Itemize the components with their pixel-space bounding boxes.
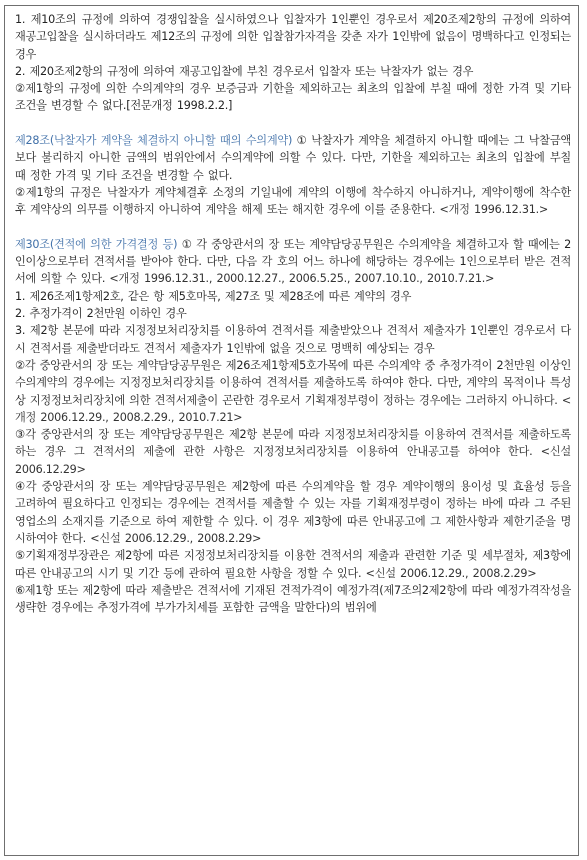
article-28-paragraph-2: ②제1항의 규정은 낙찰자가 계약체결후 소정의 기일내에 계약의 이행에 착수하지 아니하거나, 계약이행에 착수한 후 계약상의 의무를 이행하지 아니하여 계약을 해제 또는 해지한 경우에 이를 준용한다. <개정 1996.12.31.> (15, 185, 571, 217)
spacer (15, 115, 571, 132)
article-30-paragraph-5: ⑤기획재정부장관은 제2항에 따른 지정정보처리장치를 이용한 견적서의 제출과 관련한 기준 및 세부절차, 제3항에 따른 안내공고의 시기 및 기간 등에 관하여 필요한 사항을 정할 수 있다. <신설 2006.12.29., 2008.2.29> (15, 549, 571, 580)
article-28: 제28조(낙찰자가 계약을 체결하지 아니할 때의 수의계약) ① 낙찰자가 계약을 체결하지 아니할 때에는 그 낙찰금액보다 불리하지 아니한 금액의 범위안에서 수의계약에 의할 수 있다. 다만, 기한을 제외하고는 최초의 입찰에 부칠 때 정한 가격 및 기타 조건을 변경할 수 없다. (15, 134, 571, 182)
article-28-title: 제28조(낙찰자가 계약을 체결하지 아니할 때의 수의계약) (15, 134, 293, 148)
document-body (15, 11, 571, 616)
clause-1: 1. 제10조의 규정에 의하여 경쟁입찰을 실시하였으나 입찰자가 1인뿐인 경우로서 제20조제2항의 규정에 의하여 재공고입찰을 실시하더라도 제12조의 규정에 의한 입찰참가자격을 갖춘 자가 1인밖에 없음이 명백하다고 인정되는 경우 (15, 13, 571, 61)
clause-2-paragraph: ②제1항의 규정에 의한 수의계약의 경우 보증금과 기한을 제외하고는 최초의 입찰에 부칠 때에 정한 가격 및 기타 조건을 변경할 수 없다.[전문개정 1998.2.2.] (15, 82, 571, 113)
article-30-paragraph-2: ②각 중앙관서의 장 또는 계약담당공무원은 제26조제1항제5호가목에 따른 수의계약 중 추정가격이 2천만원 이상인 수의계약의 경우에는 지정정보처리장치를 이용하여 견적서를 제출하도록 하여야 한다. 다만, 계약의 목적이나 특성상 지정정보처리장치에 의한 견적서제출이 곤란한 경우로서 기획재정부령이 정하는 경우에는 그러하지 아니하다. <개정 2006.12.29., 2008.2.29., 2010.7.21> (15, 358, 572, 424)
article-30-item-2: 2. 추정가격이 2천만원 이하인 경우 (15, 307, 187, 321)
document-frame (4, 5, 579, 856)
article-30-title: 제30조(견적에 의한 가격결정 등) (15, 237, 178, 251)
article-30-paragraph-3: ③각 중앙관서의 장 또는 계약담당공무원은 제2항 본문에 따라 지정정보처리장치를 이용하여 견적서를 제출하도록 하는 경우 그 견적서의 제출에 관한 사항은 지정정보처리장치를 이용하여 안내공고를 하여야 한다. <신설 2006.12.29> (15, 428, 571, 476)
article-30-item-1: 1. 제26조제1항제2호, 같은 항 제5호마목, 제27조 및 제28조에 따른 계약의 경우 (15, 289, 412, 303)
article-30-paragraph-4: ④각 중앙관서의 장 또는 계약담당공무원은 제2항에 따른 수의계약을 할 경우 계약이행의 용이성 및 효율성 등을 고려하여 필요하다고 인정되는 경우에는 견적서를 제출할 수 있는 자를 기획재정부령이 정하는 바에 따라 그 주된 영업소의 소재지를 기준으로 하여 제한할 수 있다. 이 경우 제3항에 따른 안내공고에 그 제한사항과 제한기준을 명시하여야 한다. <신설 2006.12.29., 2008.2.29> (15, 480, 571, 545)
clause-2: 2. 제20조제2항의 규정에 의하여 재공고입찰에 부친 경우로서 입찰자 또는 낙찰자가 없는 경우 (15, 64, 474, 78)
article-30-paragraph-6: ⑥제1항 또는 제2항에 따라 제출받은 견적서에 기재된 견적가격이 예정가격(제7조의2제2항에 따라 예정가격작성을 생략한 경우에는 추정가격에 부가가치세를 포함한 금액을 말한다)의 범위에 (15, 583, 571, 615)
article-30-item-3: 3. 제2항 본문에 따라 지정정보처리장치를 이용하여 견적서를 제출받았으나 견적서 제출자가 1인뿐인 경우로서 다시 견적서를 제출받더라도 견적서 제출자가 1인밖에 없을 것으로 명백히 예상되는 경우 (15, 324, 571, 355)
spacer (15, 219, 571, 236)
article-30: 제30조(견적에 의한 가격결정 등) ① 각 중앙관서의 장 또는 계약담당공무원은 수의계약을 체결하고자 할 때에는 2인이상으로부터 견적서를 받아야 한다. 다만, 다음 각 호의 어느 하나에 해당하는 경우에는 1인으로부터 받은 견적서에 의할 수 있다. <개정 1996.12.31., 2000.12.27., 2006.5.25., 2007.10.10., 2010.7.21.> (15, 237, 571, 286)
